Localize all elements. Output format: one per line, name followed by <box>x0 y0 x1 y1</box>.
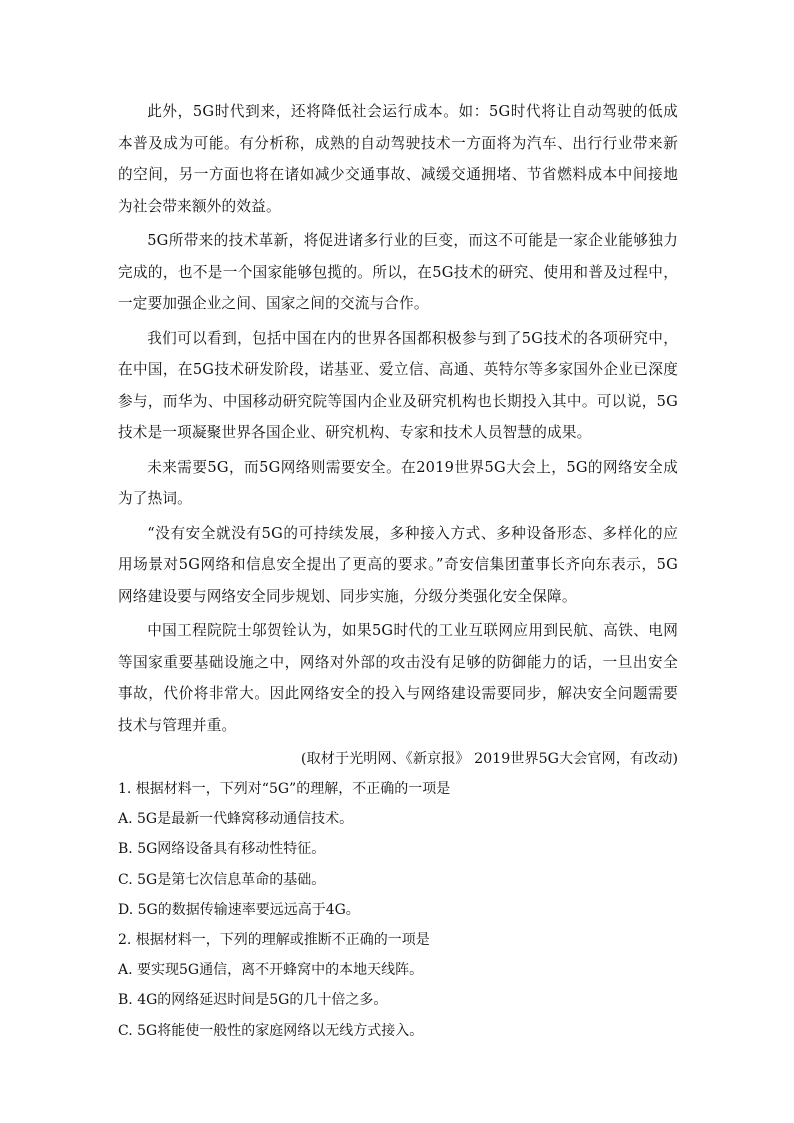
question-option: C. 5G是第七次信息革命的基础。 <box>118 871 326 888</box>
question-option: C. 5G将能使一般性的家庭网络以无线方式接入。 <box>118 1022 424 1039</box>
paragraph: “没有安全就没有5G的可持续发展，多种接入方式、多种设备形态、多样化的应用场景对5G网络和信息安全提出了更高的要求。”奇安信集团董事长齐向东表示，5G网络建设要与网络安全同步规划、同步实施，分级分类强化安全保障。 <box>118 524 678 605</box>
question-option: A. 要实现5G通信，离不开蜂窝中的本地天线阵。 <box>118 962 424 979</box>
question-option: B. 4G的网络延迟时间是5G的几十倍之多。 <box>118 992 388 1009</box>
question-1 <box>118 774 678 925</box>
source-citation: (取材于光明网、《新京报》 2019世界5G大会官网，有改动) <box>300 751 678 767</box>
paragraph: 5G所带来的技术革新，将促进诸多行业的巨变，而这不可能是一家企业能够独力完成的，也不是一个国家能够包揽的。所以，在5G技术的研究、使用和普及过程中，一定要加强企业之间、国家之间的交流与合作。 <box>118 232 678 312</box>
paragraph: 未来需要5G，而5G网络则需要安全。在2019世界5G大会上，5G的网络安全成为了热词。 <box>118 458 678 507</box>
paragraph: 我们可以看到，包括中国在内的世界各国都积极参与到了5G技术的各项研究中，在中国，在5G技术研发阶段，诺基亚、爱立信、高通、英特尔等多家国外企业已深度参与，而华为、中国移动研究院等国内企业及研究机构也长期投入其中。可以说，5G技术是一项凝聚世界各国企业、研究机构、专家和技术人员智慧的成果。 <box>118 329 678 441</box>
question-2 <box>118 925 678 1046</box>
question-option: A. 5G是最新一代蜂窝移动通信技术。 <box>118 811 354 828</box>
question-stem: 2. 根据材料一，下列的理解或推断不正确的一项是 <box>118 932 430 949</box>
question-option: D. 5G的数据传输速率要远远高于4G。 <box>118 901 360 918</box>
paragraph: 此外，5G时代到来，还将降低社会运行成本。如：5G时代将让自动驾驶的低成本普及成为可能。有分析称，成熟的自动驾驶技术一方面将为汽车、出行行业带来新的空间，另一方面也将在诸如减少交通事故、减缓交通拥堵、节省燃料成本中间接地为社会带来额外的效益。 <box>118 103 678 215</box>
question-stem: 1. 根据材料一，下列对“5G”的理解，不正确的一项是 <box>118 781 451 797</box>
question-option: B. 5G网络设备具有移动性特征。 <box>118 841 326 858</box>
document-page <box>118 96 678 1046</box>
paragraph: 中国工程院院士邬贺铨认为，如果5G时代的工业互联网应用到民航、高铁、电网等国家重要基础设施之中，网络对外部的攻击没有足够的防御能力的话，一旦出安全事故，代价将非常大。因此网络安全的投入与网络建设需要同步，解决安全问题需要技术与管理并重。 <box>118 622 678 734</box>
